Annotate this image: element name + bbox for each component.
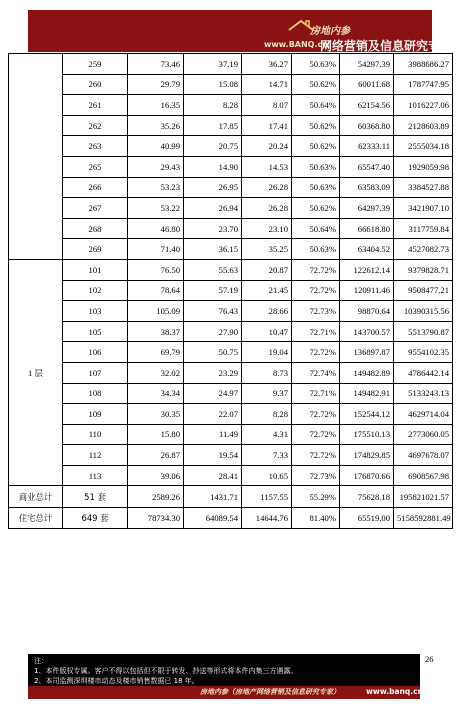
value-cell: 152544.12 xyxy=(340,404,394,425)
unit-number-cell: 105 xyxy=(63,321,128,342)
value-cell: 72.74% xyxy=(292,362,340,383)
value-cell: 1787747.95 xyxy=(394,74,453,95)
unit-number-cell: 106 xyxy=(63,342,128,363)
total-value-cell: 78734.30 xyxy=(128,507,184,529)
sales-table-container xyxy=(8,53,453,529)
value-cell: 174829.85 xyxy=(340,445,394,466)
value-cell: 105.09 xyxy=(128,301,184,322)
value-cell: 22.07 xyxy=(184,404,242,425)
table-row xyxy=(9,239,453,260)
value-cell: 72.72% xyxy=(292,424,340,445)
value-cell: 78.64 xyxy=(128,280,184,301)
table-row xyxy=(9,424,453,445)
value-cell: 50.62% xyxy=(292,115,340,136)
unit-number-cell: 262 xyxy=(63,115,128,136)
value-cell: 4527082.73 xyxy=(394,239,453,260)
value-cell: 50.63% xyxy=(292,54,340,75)
value-cell: 69.79 xyxy=(128,342,184,363)
total-value-cell: 65519.00 xyxy=(340,507,394,529)
value-cell: 20.24 xyxy=(242,136,292,157)
unit-number-cell: 267 xyxy=(63,198,128,219)
total-count-cell: 649 套 xyxy=(63,507,128,529)
value-cell: 76.43 xyxy=(184,301,242,322)
value-cell: 72.71% xyxy=(292,321,340,342)
value-cell: 16.35 xyxy=(128,95,184,116)
value-cell: 62154.56 xyxy=(340,95,394,116)
floor-cell: 1 层 xyxy=(9,259,63,486)
value-cell: 72.72% xyxy=(292,259,340,280)
value-cell: 3421907.10 xyxy=(394,198,453,219)
value-cell: 26.87 xyxy=(128,445,184,466)
value-cell: 71.40 xyxy=(128,239,184,260)
value-cell: 3117759.84 xyxy=(394,218,453,239)
value-cell: 26.95 xyxy=(184,177,242,198)
value-cell: 53.23 xyxy=(128,177,184,198)
value-cell: 15.80 xyxy=(128,424,184,445)
total-count-cell: 51 套 xyxy=(63,486,128,508)
value-cell: 63583.09 xyxy=(340,177,394,198)
value-cell: 72.72% xyxy=(292,342,340,363)
value-cell: 28.41 xyxy=(184,465,242,486)
value-cell: 9.37 xyxy=(242,383,292,404)
unit-number-cell: 263 xyxy=(63,136,128,157)
value-cell: 55.63 xyxy=(184,259,242,280)
total-row xyxy=(9,486,453,508)
floor-cell-upper xyxy=(9,54,63,260)
total-value-cell: 14644.76 xyxy=(242,507,292,529)
value-cell: 8.07 xyxy=(242,95,292,116)
value-cell: 65547.40 xyxy=(340,156,394,177)
value-cell: 1016227.06 xyxy=(394,95,453,116)
value-cell: 20.87 xyxy=(242,259,292,280)
unit-number-cell: 101 xyxy=(63,259,128,280)
table-row xyxy=(9,362,453,383)
value-cell: 60011.68 xyxy=(340,74,394,95)
value-cell: 5513790.87 xyxy=(394,321,453,342)
brand-name: 房地内参 xyxy=(310,26,350,37)
value-cell: 35.26 xyxy=(128,115,184,136)
value-cell: 136897.87 xyxy=(340,342,394,363)
value-cell: 34.34 xyxy=(128,383,184,404)
total-value-cell: 2589.26 xyxy=(128,486,184,508)
total-value-cell: 5158592881.49 xyxy=(394,507,453,529)
unit-number-cell: 112 xyxy=(63,445,128,466)
value-cell: 10.65 xyxy=(242,465,292,486)
value-cell: 73.46 xyxy=(128,54,184,75)
value-cell: 50.62% xyxy=(292,136,340,157)
unit-number-cell: 269 xyxy=(63,239,128,260)
value-cell: 39.06 xyxy=(128,465,184,486)
value-cell: 19.04 xyxy=(242,342,292,363)
value-cell: 2555034.18 xyxy=(394,136,453,157)
footer-brand-text: 房地内参（房地产网络营销及信息研究专家） xyxy=(200,687,340,696)
total-value-cell: 1157.55 xyxy=(242,486,292,508)
table-row xyxy=(9,301,453,322)
value-cell: 54297.39 xyxy=(340,54,394,75)
value-cell: 5133243.13 xyxy=(394,383,453,404)
unit-number-cell: 266 xyxy=(63,177,128,198)
value-cell: 28.66 xyxy=(242,301,292,322)
value-cell: 37.19 xyxy=(184,54,242,75)
value-cell: 30.35 xyxy=(128,404,184,425)
value-cell: 9554102.35 xyxy=(394,342,453,363)
value-cell: 72.72% xyxy=(292,280,340,301)
value-cell: 50.75 xyxy=(184,342,242,363)
value-cell: 120911.46 xyxy=(340,280,394,301)
table-row xyxy=(9,445,453,466)
value-cell: 143700.57 xyxy=(340,321,394,342)
value-cell: 26.28 xyxy=(242,177,292,198)
page-number: 26 xyxy=(425,654,434,664)
value-cell: 2128603.89 xyxy=(394,115,453,136)
value-cell: 36.27 xyxy=(242,54,292,75)
footnotes-box xyxy=(28,654,420,687)
value-cell: 76.50 xyxy=(128,259,184,280)
sales-table xyxy=(8,53,453,529)
unit-number-cell: 107 xyxy=(63,362,128,383)
value-cell: 2773060.05 xyxy=(394,424,453,445)
table-row xyxy=(9,156,453,177)
value-cell: 21.45 xyxy=(242,280,292,301)
value-cell: 4.31 xyxy=(242,424,292,445)
value-cell: 122612.14 xyxy=(340,259,394,280)
table-row xyxy=(9,404,453,425)
unit-number-cell: 261 xyxy=(63,95,128,116)
value-cell: 50.64% xyxy=(292,218,340,239)
unit-number-cell: 103 xyxy=(63,301,128,322)
value-cell: 63404.52 xyxy=(340,239,394,260)
value-cell: 46.80 xyxy=(128,218,184,239)
total-value-cell: 195821021.57 xyxy=(394,486,453,508)
value-cell: 20.75 xyxy=(184,136,242,157)
value-cell: 8.73 xyxy=(242,362,292,383)
total-value-cell: 75628.18 xyxy=(340,486,394,508)
value-cell: 4697678.07 xyxy=(394,445,453,466)
value-cell: 26.94 xyxy=(184,198,242,219)
value-cell: 8.28 xyxy=(184,95,242,116)
value-cell: 24.97 xyxy=(184,383,242,404)
value-cell: 62333.11 xyxy=(340,136,394,157)
table-row xyxy=(9,321,453,342)
value-cell: 10390315.56 xyxy=(394,301,453,322)
value-cell: 60368.80 xyxy=(340,115,394,136)
value-cell: 23.29 xyxy=(184,362,242,383)
value-cell: 9508477.21 xyxy=(394,280,453,301)
unit-number-cell: 108 xyxy=(63,383,128,404)
value-cell: 36.15 xyxy=(184,239,242,260)
value-cell: 9379828.71 xyxy=(394,259,453,280)
value-cell: 149482.89 xyxy=(340,362,394,383)
value-cell: 66618.80 xyxy=(340,218,394,239)
brand-tagline: 网络营销及信息研究专家 xyxy=(320,39,453,53)
unit-number-cell: 113 xyxy=(63,465,128,486)
value-cell: 23.70 xyxy=(184,218,242,239)
value-cell: 50.63% xyxy=(292,177,340,198)
value-cell: 1929059.98 xyxy=(394,156,453,177)
value-cell: 14.53 xyxy=(242,156,292,177)
table-row xyxy=(9,218,453,239)
value-cell: 35.25 xyxy=(242,239,292,260)
footer-url: www.banq.cn xyxy=(366,687,423,696)
footnote-2: 2、本司监测深圳楼市动态及楼市销售数据已 18 年。 xyxy=(34,677,199,685)
value-cell: 4786442.14 xyxy=(394,362,453,383)
table-row xyxy=(9,465,453,486)
value-cell: 32.02 xyxy=(128,362,184,383)
value-cell: 57.19 xyxy=(184,280,242,301)
total-value-cell: 81.40% xyxy=(292,507,340,529)
table-row xyxy=(9,74,453,95)
value-cell: 72.72% xyxy=(292,445,340,466)
unit-number-cell: 259 xyxy=(63,54,128,75)
total-value-cell: 1431.71 xyxy=(184,486,242,508)
value-cell: 19.54 xyxy=(184,445,242,466)
value-cell: 72.71% xyxy=(292,383,340,404)
table-row xyxy=(9,54,453,75)
value-cell: 14.90 xyxy=(184,156,242,177)
table-row xyxy=(9,342,453,363)
value-cell: 64297.39 xyxy=(340,198,394,219)
value-cell: 7.33 xyxy=(242,445,292,466)
table-row xyxy=(9,115,453,136)
unit-number-cell: 268 xyxy=(63,218,128,239)
value-cell: 50.63% xyxy=(292,239,340,260)
value-cell: 17.41 xyxy=(242,115,292,136)
value-cell: 11.49 xyxy=(184,424,242,445)
value-cell: 10.47 xyxy=(242,321,292,342)
table-row xyxy=(9,383,453,404)
value-cell: 23.10 xyxy=(242,218,292,239)
table-row xyxy=(9,198,453,219)
unit-number-cell: 260 xyxy=(63,74,128,95)
value-cell: 72.72% xyxy=(292,404,340,425)
value-cell: 3384527.88 xyxy=(394,177,453,198)
value-cell: 27.90 xyxy=(184,321,242,342)
value-cell: 53.22 xyxy=(128,198,184,219)
footnote-1: 1、本件版权专属。客户不得以包括但不限于转发、抄送等形式将本件内集三方遇露。 xyxy=(34,667,298,675)
unit-number-cell: 109 xyxy=(63,404,128,425)
value-cell: 15.08 xyxy=(184,74,242,95)
value-cell: 176870.66 xyxy=(340,465,394,486)
header-banner xyxy=(28,10,453,53)
footer-bar xyxy=(28,686,423,699)
footnote-title: 注： xyxy=(34,657,48,665)
value-cell: 98870.64 xyxy=(340,301,394,322)
value-cell: 50.63% xyxy=(292,156,340,177)
value-cell: 29.43 xyxy=(128,156,184,177)
table-row xyxy=(9,136,453,157)
value-cell: 149482.91 xyxy=(340,383,394,404)
unit-number-cell: 265 xyxy=(63,156,128,177)
brand-url: www.BANQ.cn xyxy=(264,40,328,49)
table-row xyxy=(9,259,453,280)
total-value-cell: 55.29% xyxy=(292,486,340,508)
value-cell: 4629714.04 xyxy=(394,404,453,425)
table-row xyxy=(9,280,453,301)
value-cell: 8.28 xyxy=(242,404,292,425)
value-cell: 50.64% xyxy=(292,95,340,116)
value-cell: 29.79 xyxy=(128,74,184,95)
total-row xyxy=(9,507,453,529)
value-cell: 6908567.98 xyxy=(394,465,453,486)
table-row xyxy=(9,177,453,198)
value-cell: 40.99 xyxy=(128,136,184,157)
value-cell: 72.73% xyxy=(292,301,340,322)
total-label-cell: 商业总计 xyxy=(9,486,63,508)
value-cell: 3988686.27 xyxy=(394,54,453,75)
value-cell: 14.71 xyxy=(242,74,292,95)
value-cell: 175510.13 xyxy=(340,424,394,445)
value-cell: 26.28 xyxy=(242,198,292,219)
value-cell: 72.73% xyxy=(292,465,340,486)
unit-number-cell: 110 xyxy=(63,424,128,445)
unit-number-cell: 102 xyxy=(63,280,128,301)
value-cell: 50.62% xyxy=(292,74,340,95)
value-cell: 38.37 xyxy=(128,321,184,342)
table-row xyxy=(9,95,453,116)
total-value-cell: 64089.54 xyxy=(184,507,242,529)
value-cell: 50.62% xyxy=(292,198,340,219)
value-cell: 17.85 xyxy=(184,115,242,136)
total-label-cell: 住宅总计 xyxy=(9,507,63,529)
